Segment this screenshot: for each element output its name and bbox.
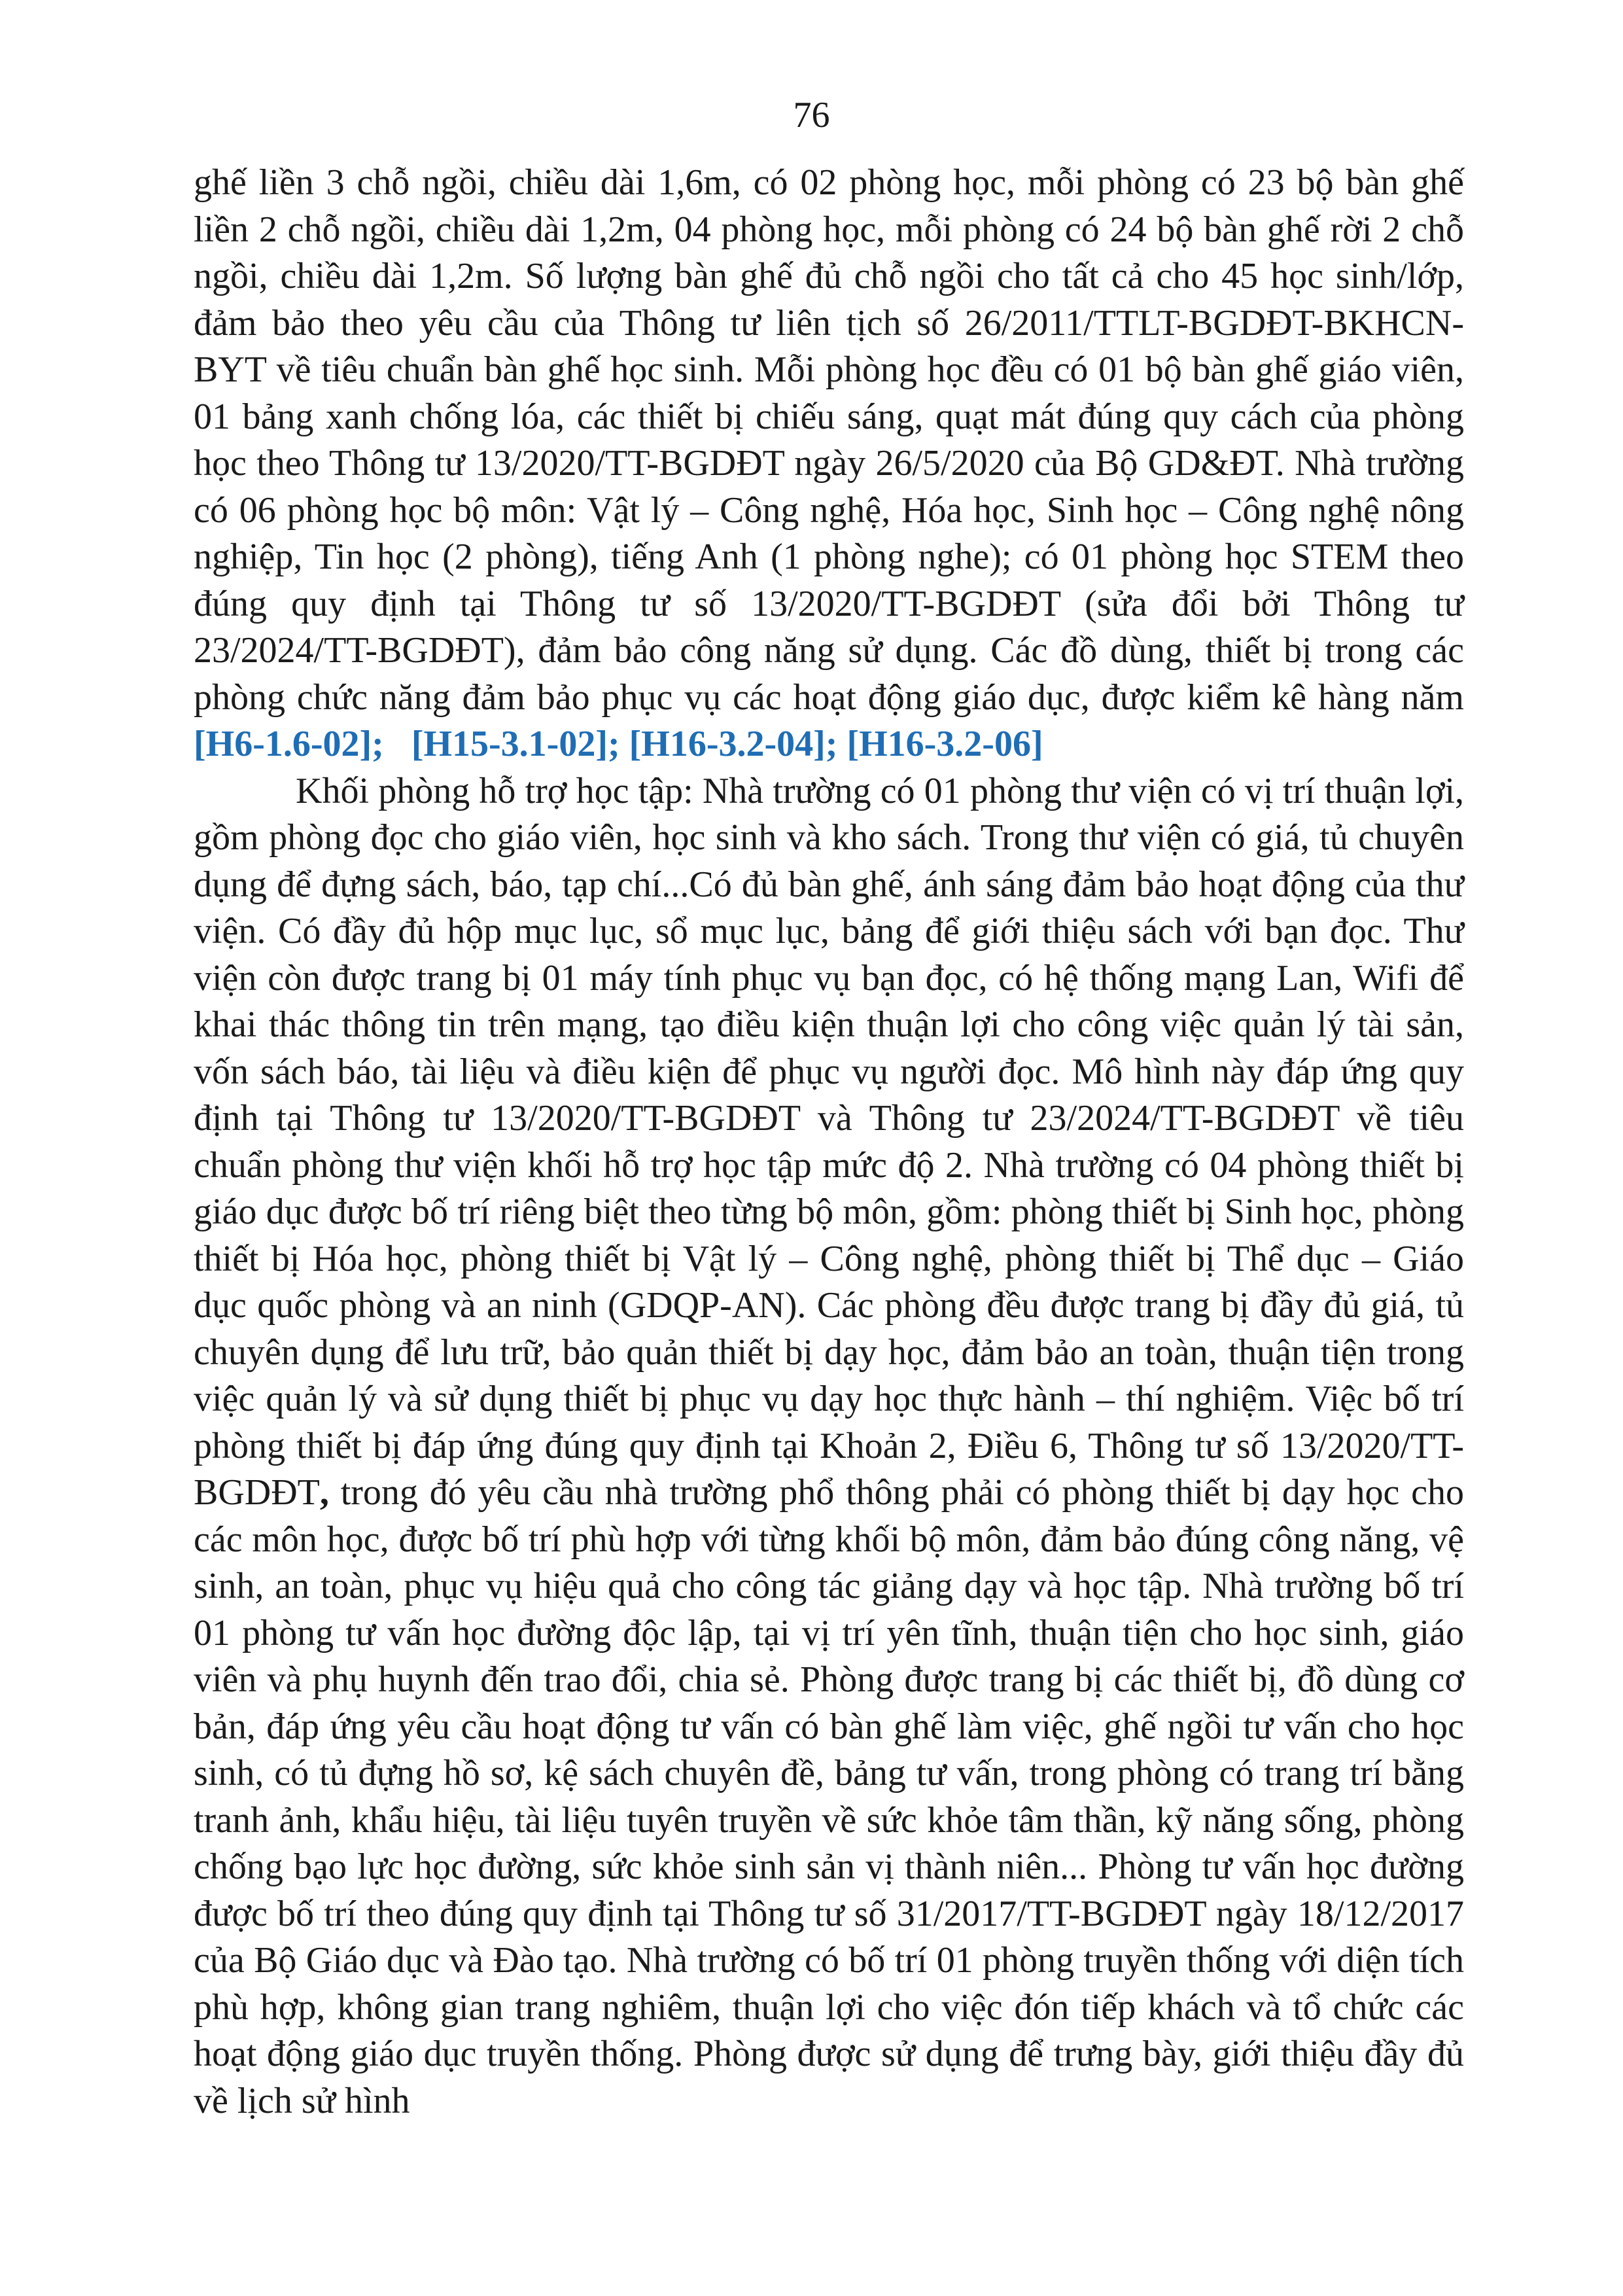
paragraph-text-part-b: trong đó yêu cầu nhà trường phổ thông phải có phòng thiết bị dạy học cho các môn học, được bố trí phù hợp với từng khối bộ môn, đảm bảo đúng công năng, vệ sinh, an toàn, phục vụ hiệu quả cho công tác giảng dạy và học tập. Nhà trường bố trí 01 phòng tư vấn học đường độc lập, tại vị trí yên tĩnh, thuận tiện cho học sinh, giáo viên và phụ huynh đến trao đổi, chia sẻ. Phòng được trang bị các thiết bị, đồ dùng cơ bản, đáp ứng yêu cầu hoạt động tư vấn có bàn ghế làm việc, ghế ngồi tư vấn cho học sinh, có tủ đựng hồ sơ, kệ sách chuyên đề, bảng tư vấn, trong phòng có trang trí bằng tranh ảnh, khẩu hiệu, tài liệu tuyên truyền về sức khỏe tâm thần, kỹ năng sống, phòng chống bạo lực học đường, sức khỏe sinh sản vị thành niên... Phòng tư vấn học đường được bố trí theo đúng quy định tại Thông tư số 31/2017/TT-BGDĐT ngày 18/12/2017 của Bộ Giáo dục và Đào tạo. Nhà trường có bố trí 01 phòng truyền thống với diện tích phù hợp, không gian trang nghiêm, thuận lợi cho việc đón tiếp khách và tổ chức các hoạt động giáo dục truyền thống. Phòng được sử dụng để trưng bày, giới thiệu đầy đủ về lịch sử hình: [194, 1472, 1464, 2121]
paragraph-facilities-classrooms: [194, 160, 1464, 768]
paragraph-learning-support-rooms: [194, 768, 1464, 2125]
evidence-reference-h16-3-2-06[interactable]: [H16-3.2-06]: [846, 724, 1043, 764]
paragraph-text-part-a: Khối phòng hỗ trợ học tập: Nhà trường có 01 phòng thư viện có vị trí thuận lợi, gồm phòng đọc cho giáo viên, học sinh và kho sách. Trong thư viện có giá, tủ chuyên dụng để đựng sách, báo, tạp chí...Có đủ bàn ghế, ánh sáng đảm bảo hoạt động của thư viện. Có đầy đủ hộp mục lục, sổ mục lục, bảng để giới thiệu sách với bạn đọc. Thư viện còn được trang bị 01 máy tính phục vụ bạn đọc, có hệ thống mạng Lan, Wifi để khai thác thông tin trên mạng, tạo điều kiện thuận lợi cho công việc quản lý tài sản, vốn sách báo, tài liệu và điều kiện để phục vụ người đọc. Mô hình này đáp ứng quy định tại Thông tư 13/2020/TT-BGDĐT và Thông tư 23/2024/TT-BGDĐT về tiêu chuẩn phòng thư viện khối hỗ trợ học tập mức độ 2. Nhà trường có 04 phòng thiết bị giáo dục được bố trí riêng biệt theo từng bộ môn, gồm: phòng thiết bị Sinh học, phòng thiết bị Hóa học, phòng thiết bị Vật lý – Công nghệ, phòng thiết bị Thể dục – Giáo dục quốc phòng và an ninh (GDQP-AN). Các phòng đều được trang bị đầy đủ giá, tủ chuyên dụng để lưu trữ, bảo quản thiết bị dạy học, đảm bảo an toàn, thuận tiện trong việc quản lý và sử dụng thiết bị phục vụ dạy học thực hành – thí nghiệm. Việc bố trí phòng thiết bị đáp ứng đúng quy định tại Khoản 2, Điều 6, Thông tư số 13/2020/TT-BGDĐT: [194, 770, 1464, 1513]
bold-comma: ,: [319, 1472, 329, 1513]
page-number: 76: [793, 95, 830, 135]
evidence-reference-h15-3-1-02[interactable]: [H15-3.1-02];: [411, 724, 620, 764]
paragraph-text: ghế liền 3 chỗ ngồi, chiều dài 1,6m, có 02 phòng học, mỗi phòng có 23 bộ bàn ghế liền 2 chỗ ngồi, chiều dài 1,2m, 04 phòng học, mỗi phòng có 24 bộ bàn ghế rời 2 chỗ ngồi, chiều dài 1,2m. Số lượng bàn ghế đủ chỗ ngồi cho tất cả cho 45 học sinh/lớp, đảm bảo theo yêu cầu của Thông tư liên tịch số 26/2011/TTLT-BGDĐT-BKHCN-BYT về tiêu chuẩn bàn ghế học sinh. Mỗi phòng học đều có 01 bộ bàn ghế giáo viên, 01 bảng xanh chống lóa, các thiết bị chiếu sáng, quạt mát đúng quy cách của phòng học theo Thông tư 13/2020/TT-BGDĐT ngày 26/5/2020 của Bộ GD&ĐT. Nhà trường có 06 phòng học bộ môn: Vật lý – Công nghệ, Hóa học, Sinh học – Công nghệ nông nghiệp, Tin học (2 phòng), tiếng Anh (1 phòng nghe); có 01 phòng học STEM theo đúng quy định tại Thông tư số 13/2020/TT-BGDĐT (sửa đổi bởi Thông tư 23/2024/TT-BGDĐT), đảm bảo công năng sử dụng. Các đồ dùng, thiết bị trong các phòng chức năng đảm bảo phục vụ các hoạt động giáo dục, được kiểm kê hàng năm: [194, 162, 1464, 718]
evidence-reference-h6-1-6-02[interactable]: [H6-1.6-02];: [194, 724, 384, 764]
evidence-reference-h16-3-2-04[interactable]: [H16-3.2-04];: [629, 724, 838, 764]
document-body: [194, 160, 1464, 2125]
